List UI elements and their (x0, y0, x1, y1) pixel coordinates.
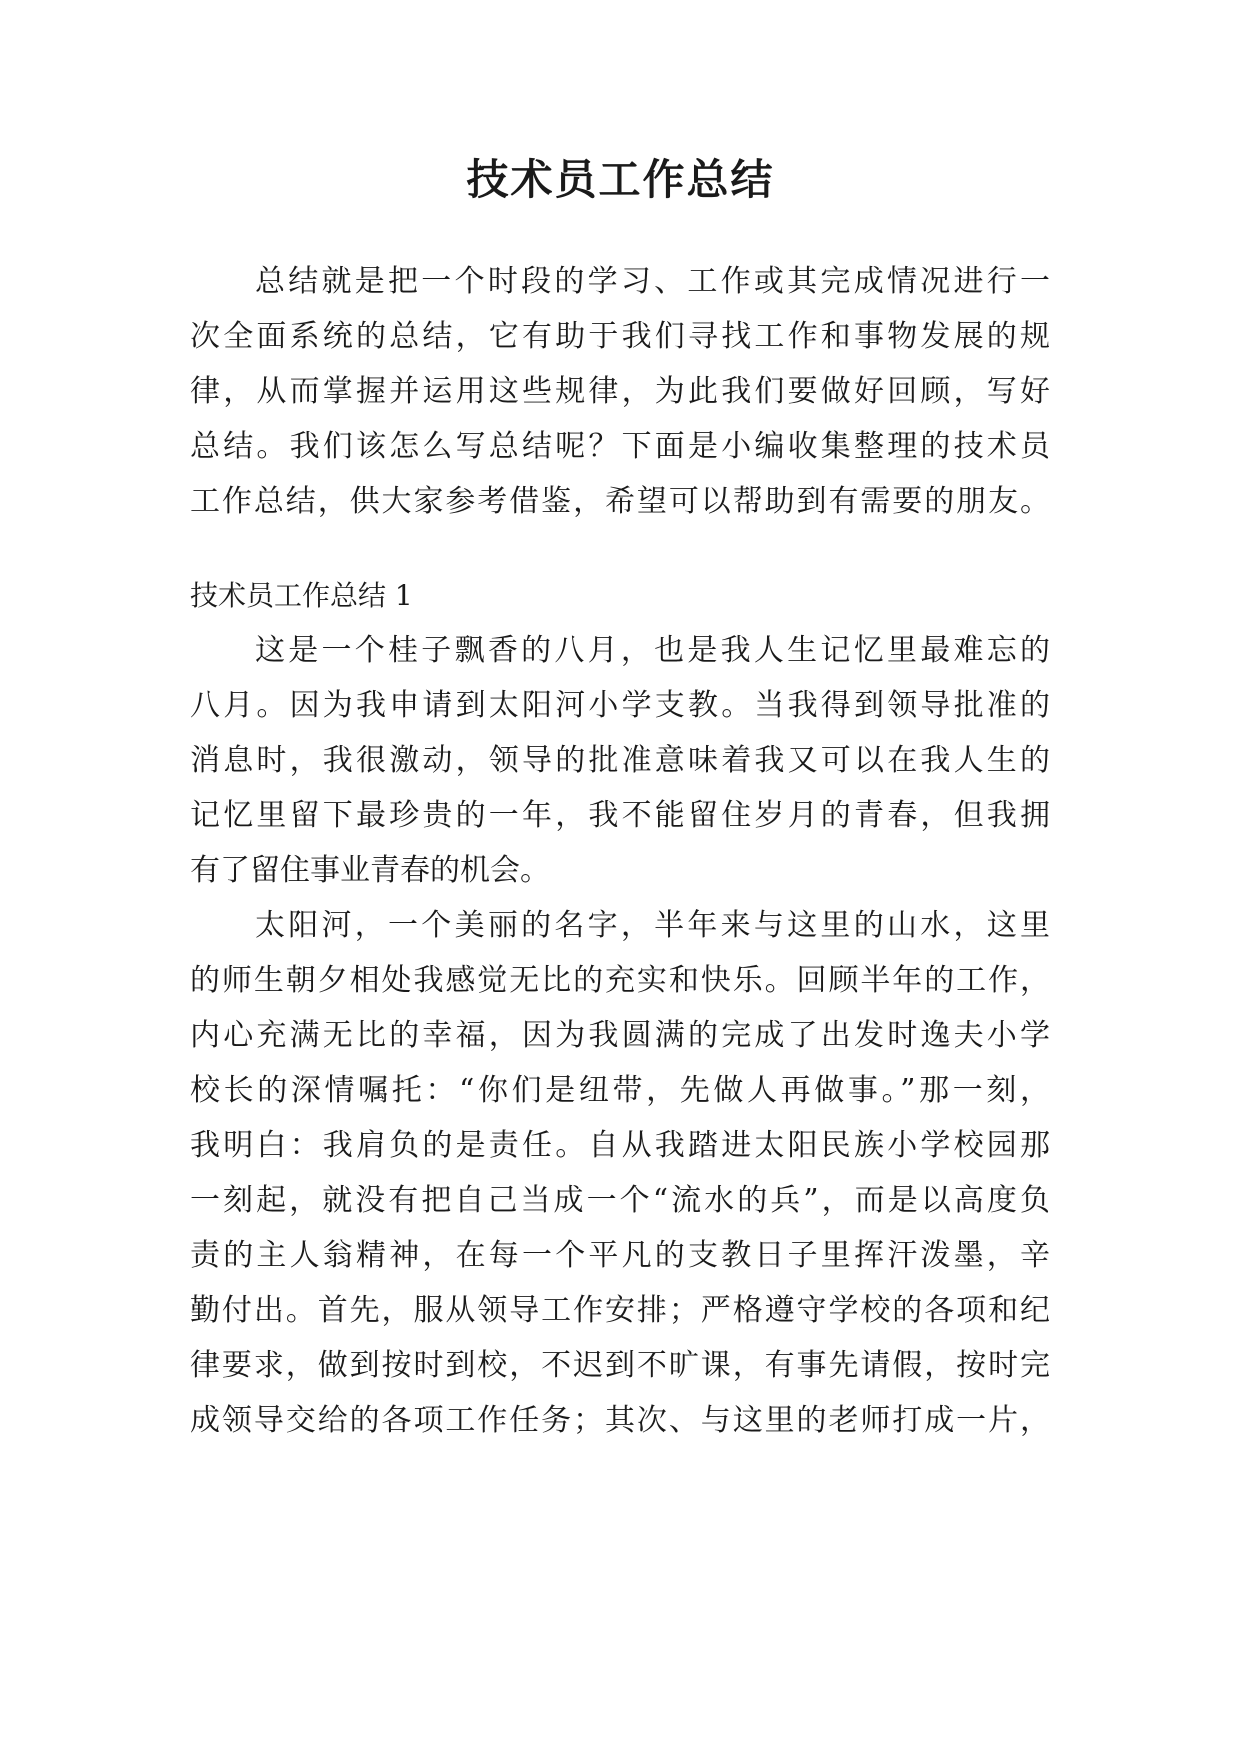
paragraph-line: 八月。因为我申请到太阳河小学支教。当我得到领导批准的 (190, 688, 1050, 723)
paragraph-line: 校长的深情嘱托：“你们是纽带，先做人再做事。”那一刻， (190, 1073, 1050, 1108)
paragraph-line: 责的主人翁精神，在每一个平凡的支教日子里挥汗泼墨，辛 (190, 1238, 1050, 1273)
paragraph-line: 太阳河，一个美丽的名字，半年来与这里的山水，这里 (255, 908, 1050, 943)
intro-line: 总结。我们该怎么写总结呢？下面是小编收集整理的技术员 (190, 429, 1050, 464)
paragraph-line: 内心充满无比的幸福，因为我圆满的完成了出发时逸夫小学 (190, 1018, 1050, 1053)
paragraph-line: 成领导交给的各项工作任务；其次、与这里的老师打成一片， (190, 1403, 1050, 1438)
intro-line: 次全面系统的总结，它有助于我们寻找工作和事物发展的规 (190, 319, 1050, 354)
paragraph-line: 记忆里留下最珍贵的一年，我不能留住岁月的青春，但我拥 (190, 798, 1050, 833)
paragraph-line: 有了留住事业青春的机会。 (190, 853, 550, 888)
paragraph-line: 消息时，我很激动，领导的批准意味着我又可以在我人生的 (190, 743, 1050, 778)
paragraph-line: 勤付出。首先，服从领导工作安排；严格遵守学校的各项和纪 (190, 1293, 1050, 1328)
section-heading: 技术员工作总结 1 (190, 579, 413, 612)
intro-line: 工作总结，供大家参考借鉴，希望可以帮助到有需要的朋友。 (190, 484, 1050, 519)
paragraph-line: 这是一个桂子飘香的八月，也是我人生记忆里最难忘的 (255, 633, 1050, 668)
intro-line: 总结就是把一个时段的学习、工作或其完成情况进行一 (255, 264, 1050, 299)
document-title: 技术员工作总结 (466, 155, 775, 204)
intro-line: 律，从而掌握并运用这些规律，为此我们要做好回顾，写好 (190, 374, 1050, 409)
paragraph-line: 律要求，做到按时到校，不迟到不旷课，有事先请假，按时完 (190, 1348, 1050, 1383)
paragraph-line: 我明白：我肩负的是责任。自从我踏进太阳民族小学校园那 (190, 1128, 1050, 1163)
paragraph-line: 一刻起，就没有把自己当成一个“流水的兵”，而是以高度负 (190, 1183, 1050, 1218)
paragraph-line: 的师生朝夕相处我感觉无比的充实和快乐。回顾半年的工作， (190, 963, 1050, 998)
